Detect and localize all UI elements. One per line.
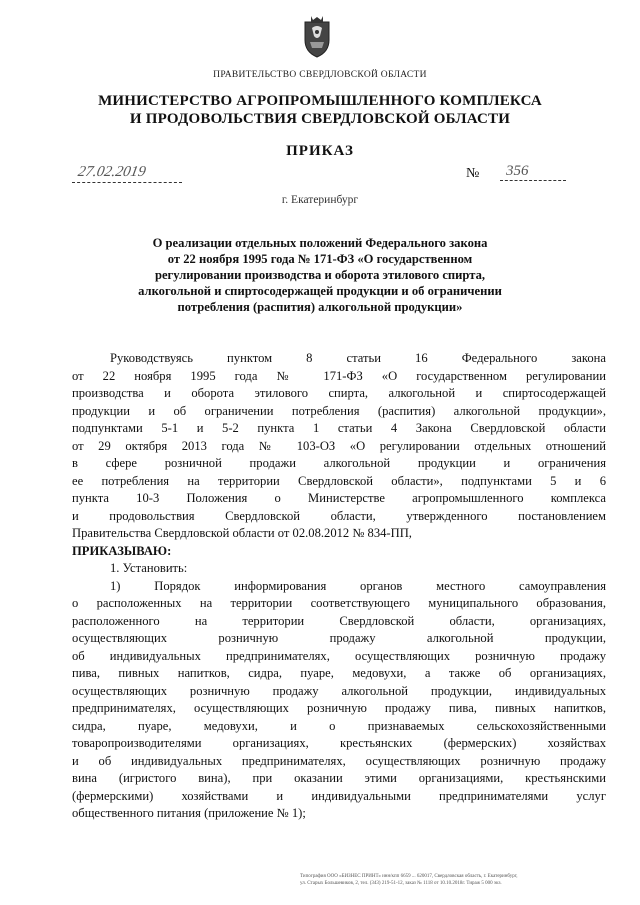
body-line: Правительства Свердловской области от 02.08.2012 № 834-ПП, xyxy=(72,526,412,540)
ministry-name xyxy=(0,92,640,128)
body-line: продукции и об ограничении потребления (распития) алкогольной продукции», xyxy=(72,403,606,418)
subject-line: потребления (распития) алкогольной продукции» xyxy=(177,300,463,314)
subitem-line: осуществляющих розничную продажу алкогольной продукции, индивидуальных xyxy=(72,683,606,698)
item-1: 1. Установить: xyxy=(110,561,188,575)
subitem-line: о расположенных на территории соответствующего муниципального образования, xyxy=(72,596,606,610)
coat-of-arms-icon xyxy=(302,14,332,58)
subitem-line: осуществляющих розничную продажу алкогольной продукции, xyxy=(72,631,606,645)
government-name: ПРАВИТЕЛЬСТВО СВЕРДЛОВСКОЙ ОБЛАСТИ xyxy=(213,70,427,80)
body-line: и продовольствия Свердловской области, утвержденного постановлением xyxy=(72,508,606,523)
subitem-line: товаропроизводителями организациях, крестьянских (фермерских) хозяйствах xyxy=(72,736,606,750)
subitem-line: об индивидуальных предпринимателях, осуществляющих розничную продажу xyxy=(72,648,606,663)
subitem-line: расположенного на территории Свердловской области, организациях, xyxy=(72,613,606,628)
subject-line: О реализации отдельных положений Федерального закона xyxy=(152,236,488,250)
body-line: подпунктами 5-1 и 5-2 пункта 1 статьи 4 Закона Свердловской области xyxy=(72,421,606,435)
subitem-line: вина (игристого вина), при оказании этими организациями, крестьянскими xyxy=(72,771,606,785)
ministry-line-2: И ПРОДОВОЛЬСТВИЯ СВЕРДЛОВСКОЙ ОБЛАСТИ xyxy=(129,111,511,127)
subject-line: от 22 ноября 1995 года № 171-ФЗ «О государственном xyxy=(167,252,473,266)
body-line: пункта 10-3 Положения о Министерстве агропромышленного комплекса xyxy=(72,491,606,505)
imprint-line: Типография ООО «БИЗНЕС ПРИНТ» инн/кпп 6659 ... 620017, Свердловская область, г. Екатеринбург, xyxy=(300,874,518,879)
body-line: ее потребления на территории Свердловской области», подпунктами 5 и 6 xyxy=(72,473,606,488)
imprint-line: ул. Старых Большевиков, 2, тел. (343) 219-51-12, заказ № 1118 от 10.10.2018г. Тираж 5 000 экз. xyxy=(300,880,502,886)
city: г. Екатеринбург xyxy=(281,194,359,206)
order-number: 356 xyxy=(500,163,566,181)
directive: ПРИКАЗЫВАЮ: xyxy=(72,543,172,558)
subitem-line: (фермерскими) хозяйствами и индивидуальными предпринимателями услуг xyxy=(72,788,606,803)
body-line: в сфере розничной продажи алкогольной продукции и ограничения xyxy=(72,456,606,470)
subitem-line: предпринимателях, осуществляющих розничную продажу пива, пивных напитков, xyxy=(72,701,606,715)
body-line: производства и оборота этилового спирта, алкогольной и спиртосодержащей xyxy=(72,386,606,400)
order-date: 27.02.2019 xyxy=(76,164,147,180)
subject-line: регулировании производства и оборота этилового спирта, xyxy=(154,268,486,282)
order-body xyxy=(72,350,606,823)
ministry-line-1: МИНИСТЕРСТВО АГРОПРОМЫШЛЕННОГО КОМПЛЕКСА xyxy=(98,93,542,109)
body-line: от 29 октября 2013 года № 103-ОЗ «О регулировании отдельных отношений xyxy=(72,438,606,453)
order-date-field xyxy=(72,164,182,183)
subitem-line: сидра, пуаре, медовухи, и о признаваемых сельскохозяйственными xyxy=(72,718,606,733)
order-number-field xyxy=(466,164,570,182)
subject-line: алкогольной и спиртосодержащей продукции и об ограничении xyxy=(138,284,502,298)
printer-imprint xyxy=(300,874,626,887)
subitem-line: пива, пивных напитков, сидра, пуаре, медовухи, а также об организациях, xyxy=(72,666,606,680)
number-sign: № xyxy=(466,166,480,181)
body-line: Руководствуясь пунктом 8 статьи 16 Федерального закона xyxy=(110,351,606,365)
order-title: ПРИКАЗ xyxy=(286,143,354,159)
subitem-line: и об индивидуальных предпринимателях, осуществляющих розничную продажу xyxy=(72,753,606,768)
subitem-line: 1) Порядок информирования органов местного самоуправления xyxy=(110,578,606,593)
order-subject xyxy=(105,235,535,315)
body-line: от 22 ноября 1995 года № 171-ФЗ «О государственном регулировании xyxy=(72,368,606,383)
subitem-line: общественного питания (приложение № 1); xyxy=(72,806,306,820)
